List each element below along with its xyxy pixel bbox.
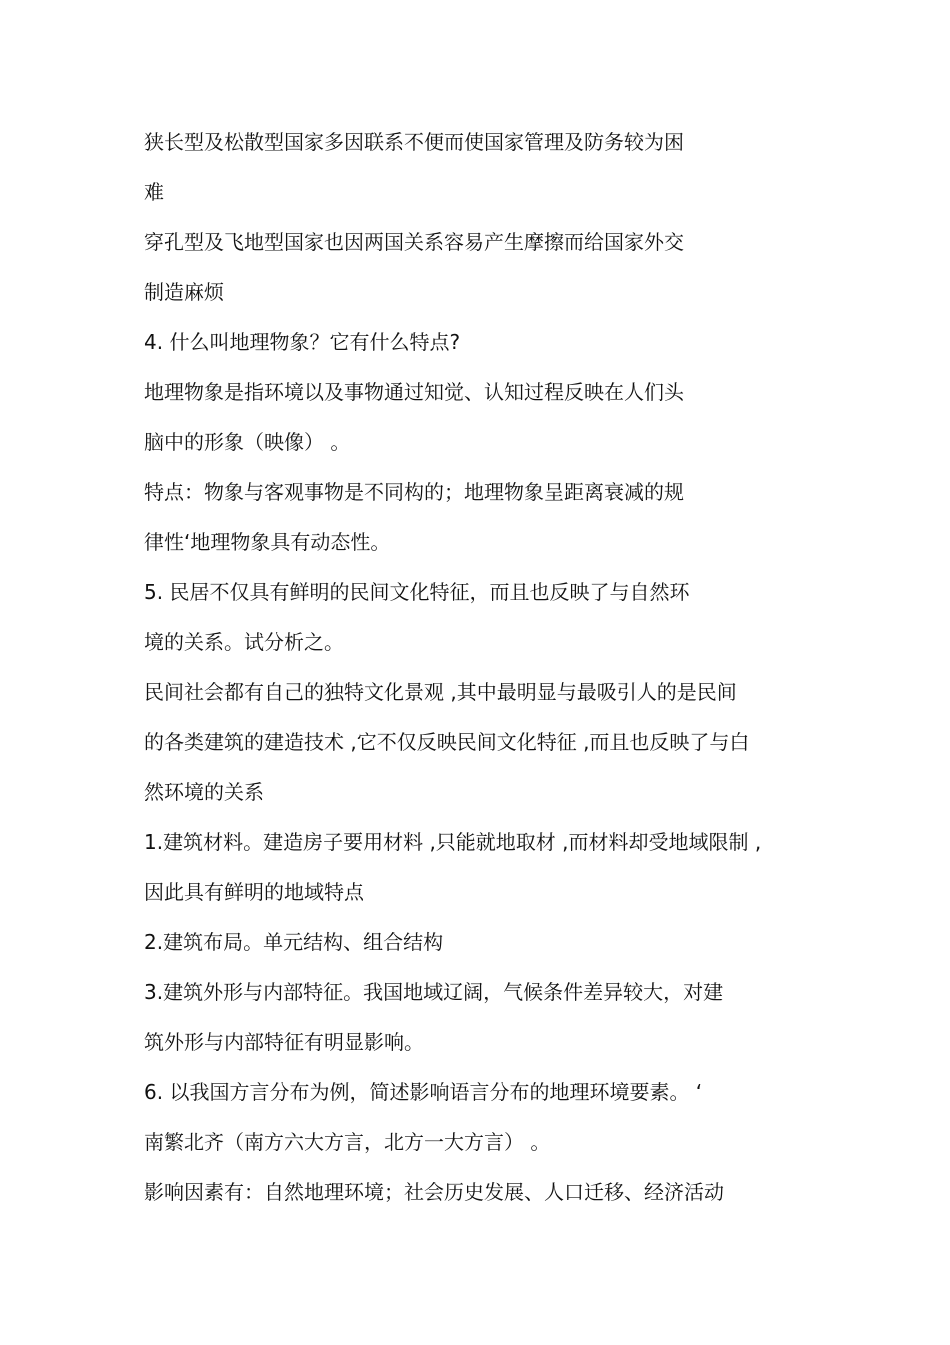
text-line: 穿孔型及飞地型国家也因两国关系容易产生摩擦而给国家外交: [144, 230, 684, 254]
text-line: 的各类建筑的建造技术 ,它不仅反映民间文化特征 ,而且也反映了与白: [144, 730, 750, 754]
list-item: 2.建筑布局。单元结构、组合结构: [144, 930, 444, 954]
list-item: 1.建筑材料。建造房子要用材料 ,只能就地取材 ,而材料却受地域限制 ,: [144, 830, 762, 854]
text-line: 然环境的关系: [144, 780, 264, 804]
question-heading: 5. 民居不仅具有鲜明的民间文化特征，而且也反映了与自然环: [144, 580, 690, 604]
question-heading: 4. 什么叫地理物象？它有什么特点?: [144, 330, 461, 354]
text-line: 南繁北齐（南方六大方言，北方一大方言） 。: [144, 1130, 551, 1154]
text-line: 律性‘地理物象具有动态性。: [144, 530, 391, 554]
list-item: 3.建筑外形与内部特征。我国地域辽阔，气候条件差异较大，对建: [144, 980, 724, 1004]
text-line: 境的关系。试分析之。: [144, 630, 344, 654]
text-line: 筑外形与内部特征有明显影响。: [144, 1030, 424, 1054]
text-line: 特点：物象与客观事物是不同构的；地理物象呈距离衰减的规: [144, 480, 684, 504]
text-line: 因此具有鲜明的地域特点: [144, 880, 364, 904]
question-heading: 6. 以我国方言分布为例，简述影响语言分布的地理环境要素。 ‘: [144, 1080, 703, 1104]
text-line: 难: [144, 180, 164, 204]
text-line: 影响因素有：自然地理环境；社会历史发展、人口迁移、经济活动: [144, 1180, 724, 1204]
text-line: 狭长型及松散型国家多因联系不便而使国家管理及防务较为困: [144, 130, 684, 154]
text-line: 制造麻烦: [144, 280, 224, 304]
text-line: 脑中的形象（映像） 。: [144, 430, 351, 454]
text-line: 地理物象是指环境以及事物通过知觉、认知过程反映在人们头: [144, 380, 684, 404]
text-line: 民间社会都有自己的独特文化景观 ,其中最明显与最吸引人的是民间: [144, 680, 737, 704]
